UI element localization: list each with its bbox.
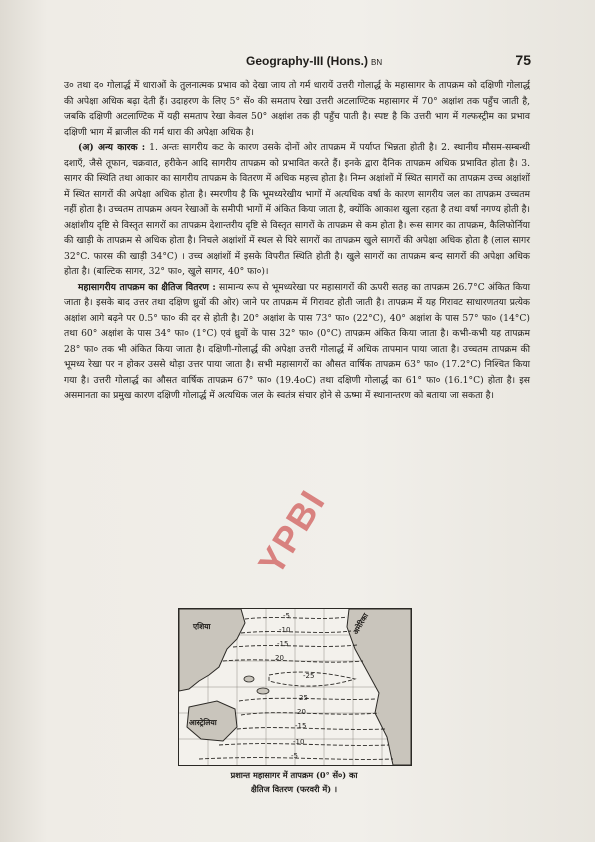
caption-line-2: क्षैतिज वितरण (फरवरी में) । — [250, 784, 338, 794]
isotherm-label: 20 — [275, 654, 284, 662]
section-text-horizontal-distribution: सामान्य रूप से भूमध्यरेखा पर महासागरों की ऊपरी सतह का तापक्रम 26.7°C अंकित किया जाता है। इसके बाद उत्तर तथा दक्षिण ध्रुवों की ओर) जाने पर तापक्रम में गिरावट होती जाती है। तापक्रम में यह गिरावट साधारणतया प्रत्येक अक्षांश आगे बढ़ने पर 0.5° फा० की दर से होती है। 20° अक्षांश के पास 73° फा० (22°C), 40° अक्षांश के पास 57° फा० (14°C) तथा 60° अक्षांश के पास 34° फा० (1°C) एवं ध्रुवों के पास 32° फा० (0°C) तापक्रम अंकित किया जाता है। कभी-कभी यह तापक्रम 28° फा० तक भी अंकित किया जाता है। दक्षिणी-गोलार्द्ध की अपेक्षा उत्तरी गोलार्द्ध में अधिक तापमान पाया जाता है। उच्चतम तापक्रम की भूमध्य रेखा पर न होकर उससे थोड़ा उत्तर पाया जाता है। सभी महासागरों का औसत वार्षिक तापक्रम 63° फा० (17.2°C) निश्चित किया गया है। उत्तरी गोलार्द्ध का औसत वार्षिक तापक्रम 67° फा० (19.4oC) तथा दक्षिणी गोलार्द्ध का 61° फा० (16.1°C) होता है। इस असमानता का प्रमुख कारण दक्षिणी गोलार्द्ध में अत्यधिक जल के स्वतंत्र संचार होने से ऊष्मा में स्थानान्तरण को बताया जा सकता है। — [64, 281, 531, 401]
intro-paragraph: उ० तथा द० गोलार्द्ध में धाराओं के तुलनात्मक प्रभाव को देखा जाय तो गर्म धारायें उत्तरी गोलार्द्ध के महासागर के तापक्रम को दक्षिणी गोलार्द्ध की अपेक्षा अधिक बढ़ा देती हैं। उदाहरण के लिए 5° सें० की समताप रेखा उत्तरी अटलाण्टिक महासागर में 70° अक्षांश तक पहुँच जाती है, जबकि दक्षिणी अटलाण्टिक में यही समताप रेखा केवल 50° अक्षांश तक ही पहुँच पाती है। स्पष्ट है कि उत्तरी भाग में गल्फस्ट्रीम का प्रभाव दक्षिणी भाग में ब्राजील की गर्म धारा की अपेक्षा अधिक है। — [64, 80, 530, 138]
island-shape — [257, 688, 269, 694]
book-code: BN — [371, 58, 383, 67]
page-number: 75 — [515, 52, 531, 68]
map-svg — [179, 609, 411, 765]
map-label-australia: आस्ट्रेलिया — [189, 718, 217, 727]
red-ink-stamp: YPBI — [250, 481, 334, 582]
body-text — [64, 78, 530, 404]
isotherm-label: -10 — [293, 738, 305, 746]
section-horizontal-distribution — [64, 280, 530, 404]
section-heading-other-factors: (अ) अन्य कारक : — [78, 142, 146, 153]
section-text-other-factors: 1. अन्तः सागरीय कट के कारण उसके दोनों ओर तापक्रम में पर्याप्त भिन्नता होती है। 2. स्थानीय मौसम-सम्बन्धी दशाएँ, जैसे तूफान, चक्रवात, हरीकेन आदि सागरीय तापक्रम को प्रभावित करते हैं। इनके द्वारा दैनिक तापक्रम अधिक प्रभावित होता है। 3. सागर की स्थिति तथा आकार का सागरीय तापक्रम के वितरण में अधिक महत्त्व होता है। निम्न अक्षांशों में स्थित सागरों का तापक्रम उच्च अक्षांशों में स्थित सागरों की अपेक्षा अधिक होता है। स्मरणीय है कि भूमध्यरेखीय भागों में अत्यधिक वर्षा के कारण सागरीय जल का तापक्रम उच्चतम नहीं होता है। उच्चतम तापक्रम अयन रेखाओं के समीपी भागों में अंकित किया जाता है, क्योंकि आकाश खुला रहता है तथा वर्षा नगण्य होती है। अक्षांशीय दृष्टि से विस्तृत सागरों का तापक्रम देशान्तरीय दृष्टि से विस्तृत सागरों के तापक्रम से कम होता है। रूस सागर का तापक्रम, कैलिफोर्निया की खाड़ी के तापक्रम से अधिक होता है। निचले अक्षांशों में स्थल से घिरे सागरों का तापक्रम खुले सागरों की अपेक्षा अधिक होता है (लाल सागर 32°C. फारस की खाड़ी 34°C) । उच्च अक्षांशों में इसके विपरीत स्थिति होती है। खुले सागरों का तापक्रम बन्द सागरों की अपेक्षा अधिक होता है। (बाल्टिक सागर, 32° फा०, खुले सागर, 40° फा०)। — [64, 142, 530, 277]
isotherm-label: -5 — [291, 752, 298, 760]
book-title: Geography-III (Hons.) BN — [246, 54, 383, 68]
caption-line-1: प्रशान्त महासागर में तापक्रम (0° सें०) का — [230, 770, 358, 780]
isotherm-label: -10 — [279, 626, 291, 634]
isotherm-line — [245, 617, 347, 619]
island-shape — [244, 676, 254, 682]
isotherm-label: -15 — [277, 640, 289, 648]
isotherm-label: 25 — [299, 694, 308, 702]
isotherm-label: 20 — [297, 708, 306, 716]
running-header — [60, 54, 535, 72]
map-label-asia: एशिया — [193, 622, 211, 631]
isotherm-label: -15 — [295, 722, 307, 730]
section-other-factors — [64, 140, 530, 280]
pacific-isotherm-map — [178, 608, 412, 766]
asia-landmass — [179, 609, 245, 691]
isotherm-line — [237, 728, 385, 730]
section-heading-horizontal-distribution: महासागरीय तापक्रम का क्षैतिज वितरण : — [78, 281, 216, 293]
figure-caption — [178, 768, 410, 796]
isotherm-label: -5 — [283, 612, 290, 620]
isotherm-label: -25 — [303, 672, 315, 680]
map-label-america: अमेरिका — [350, 611, 371, 636]
isotherm-line — [241, 631, 351, 633]
